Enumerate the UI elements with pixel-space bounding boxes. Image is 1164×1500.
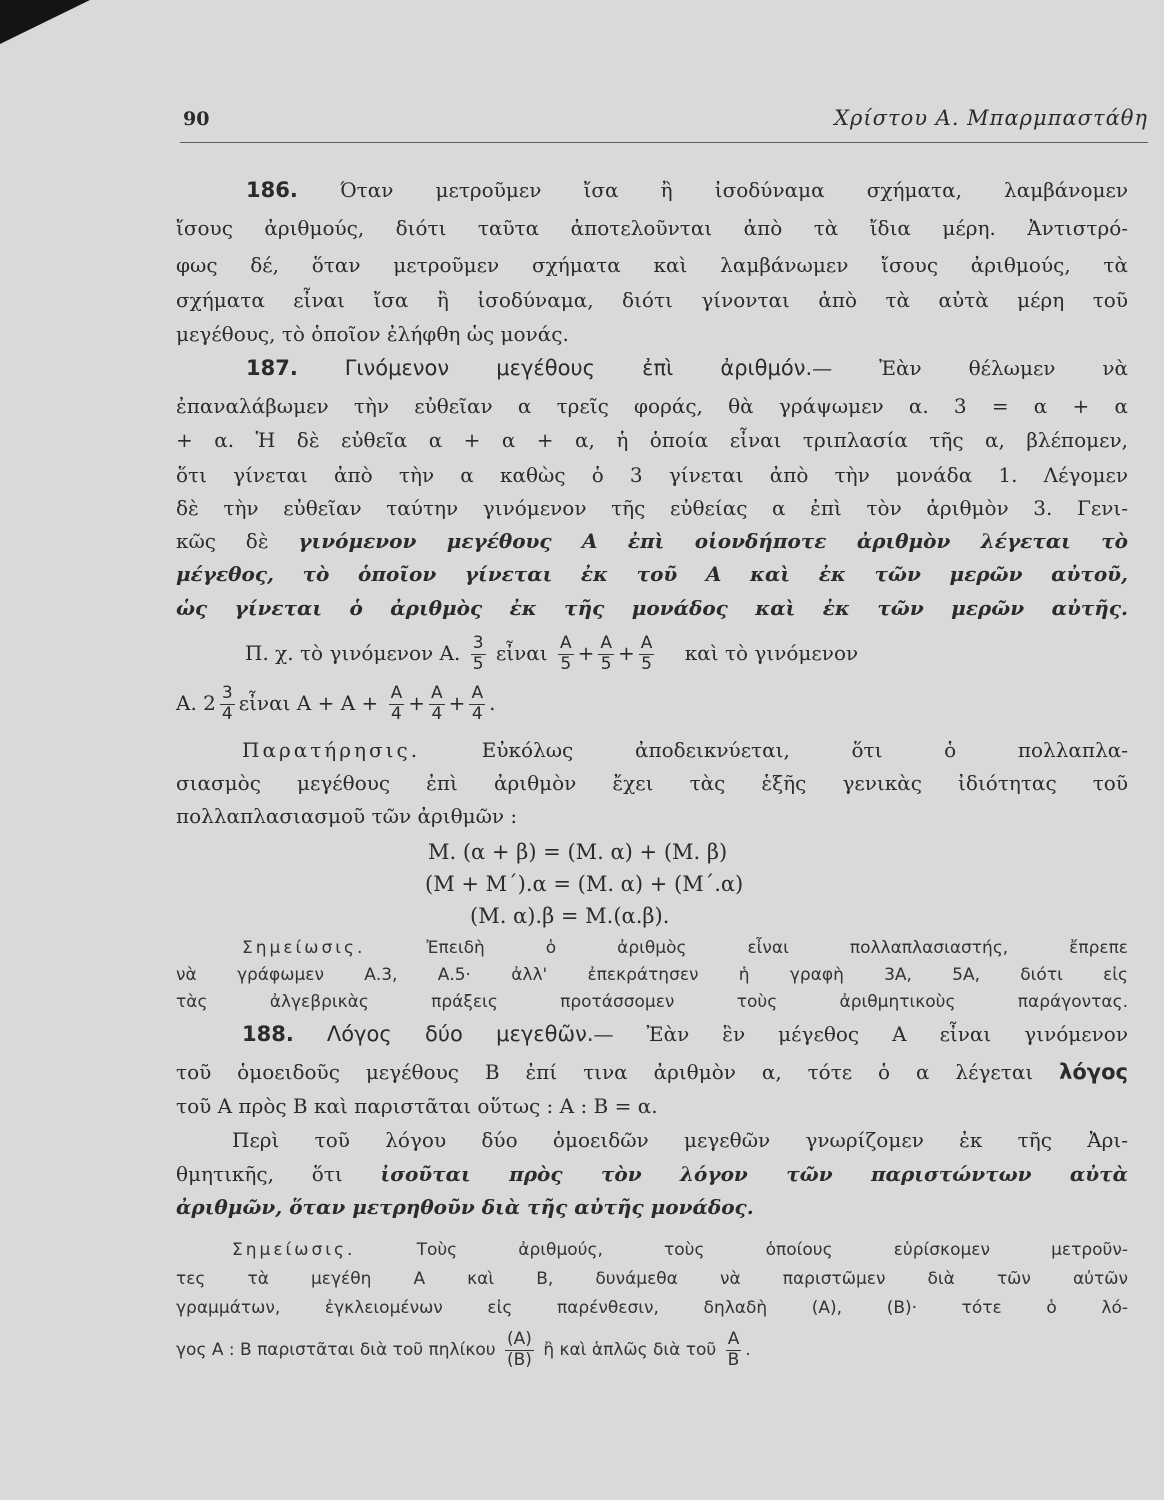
p186-line-4: σχήματα εἶναι ἴσα ἢ ἰσοδύναμα, διότι γίνονται ἀπὸ τὰ αὐτὰ μέρη τοῦ xyxy=(176,288,1128,312)
remark-text: Εὐκόλως ἀποδεικνύεται, ὅτι ὁ πολλαπλα- xyxy=(481,738,1129,762)
period: . xyxy=(745,1340,751,1360)
fraction-A-over-B xyxy=(726,1330,742,1370)
note2-l4-text-b: ἢ καὶ ἁπλῶς διὰ τοῦ xyxy=(543,1340,717,1360)
definition-product-3: ὡς γίνεται ὁ ἀριθμὸς ἐκ τῆς μονάδος καὶ ἐκ τῶν μερῶν αὐτῆς. xyxy=(176,596,1128,620)
frac-den: 5 xyxy=(600,654,612,674)
page-header xyxy=(180,102,1148,143)
p188-l5-text: θμητικῆς, ὅτι xyxy=(176,1162,343,1186)
note2-label: Σημείωσις. xyxy=(232,1240,356,1260)
frac-den: 5 xyxy=(472,654,484,674)
equation-distributive-2: (Μ + Μ΄).α = (Μ. α) + (Μ΄.α) xyxy=(425,872,744,896)
p186-text: Όταν μετροῦμεν ἴσα ἢ ἰσοδύναμα σχήματα, λαμβάνομεν xyxy=(339,178,1129,202)
fraction-a-4 xyxy=(429,684,445,724)
p188-line-1 xyxy=(176,1024,1128,1045)
p188-l2-text: τοῦ ὁμοειδοῦς μεγέθους Β ἐπί τινα ἀριθμὸν α, τότε ὁ α λέγεται xyxy=(176,1060,1034,1084)
ratio-property-2: ἀριθμῶν, ὅταν μετρηθοῦν διὰ τῆς αὐτῆς μονάδος. xyxy=(176,1195,754,1219)
fraction-3-4 xyxy=(220,684,235,724)
p187-line-5: δὲ τὴν εὐθεῖαν ταύτην γινόμενον τῆς εὐθείας α ἐπὶ τὸν ἀριθμὸν 3. Γενι- xyxy=(176,496,1128,520)
fraction-a-4 xyxy=(389,684,405,724)
remark-line-1 xyxy=(176,740,1128,760)
plus-sign: + xyxy=(618,641,635,665)
note1-line-2: νὰ γράφωμεν Α.3, Α.5· ἀλλ' ἐπεκράτησεν ἡ γραφὴ 3Α, 5Α, διότι εἰς xyxy=(176,965,1128,985)
note1-label: Σημείωσις. xyxy=(242,938,366,958)
frac-num: Α xyxy=(559,633,572,654)
remark-line-2: σιασμὸς μεγέθους ἐπὶ ἀριθμὸν ἔχει τὰς ἑξῆς γενικὰς ἰδιότητας τοῦ xyxy=(176,771,1128,795)
equation-associative: (Μ. α).β = Μ.(α.β). xyxy=(470,904,670,928)
frac-den: 4 xyxy=(221,704,233,724)
frac-den: 4 xyxy=(431,704,443,724)
frac-num: Α xyxy=(471,683,484,704)
ratio-property-1: ἰσοῦται πρὸς τὸν λόγον τῶν παριστώντων αὐτὰ xyxy=(380,1162,1128,1186)
p188-line-5 xyxy=(176,1164,1128,1184)
note2-line-2: τες τὰ μεγέθη Α καὶ Β, δυνάμεθα νὰ παριστῶμεν διὰ τῶν αὐτῶν xyxy=(176,1269,1128,1289)
example-line-1 xyxy=(245,626,1131,680)
frac-num: 3 xyxy=(472,633,484,654)
frac-num: Α xyxy=(640,633,653,654)
frac-num: Α xyxy=(390,683,403,704)
page-number: 90 xyxy=(183,108,210,130)
frac-den: (Β) xyxy=(507,1349,532,1370)
p187-line-6 xyxy=(176,531,1128,551)
p187-line-4: ὅτι γίνεται ἀπὸ τὴν α καθὼς ὁ 3 γίνεται ἀπὸ τὴν μονάδα 1. Λέγομεν xyxy=(176,463,1128,487)
definition-product-1: γινόμενον μεγέθους Α ἐπὶ οἱονδήποτε ἀριθμὸν λέγεται τὸ xyxy=(298,529,1129,553)
fraction-a-5 xyxy=(558,634,574,674)
frac-num: Α xyxy=(431,683,443,704)
p187-line-1 xyxy=(176,358,1128,379)
p187-line-3: + α. Ἡ δὲ εὐθεῖα α + α + α, ἡ ὁποία εἶναι τριπλασία τῆς α, βλέπομεν, xyxy=(176,428,1128,452)
note2-line-4 xyxy=(176,1322,1128,1378)
remark-line-3: πολλαπλασιασμοῦ τῶν ἀριθμῶν : xyxy=(176,804,518,828)
plus-sign: + xyxy=(448,691,466,715)
term-ratio: λόγος xyxy=(1059,1060,1128,1084)
frac-num: Α xyxy=(600,633,612,654)
frac-den: 5 xyxy=(560,654,572,674)
example-line-2 xyxy=(176,676,1128,730)
p186-line-1 xyxy=(176,180,1128,201)
example-text-e: εἶναι Α + Α + xyxy=(238,691,379,715)
note2-l4-text: γος Α : Β παριστᾶται διὰ τοῦ πηλίκου xyxy=(176,1340,496,1360)
example-text-c: καὶ τὸ γινόμενον xyxy=(684,641,859,665)
section-title-187: Γινόμενον μεγέθους ἐπὶ ἀριθμόν. xyxy=(344,356,813,380)
p188-line-2 xyxy=(176,1062,1128,1083)
p188-line-4: Περὶ τοῦ λόγου δύο ὁμοειδῶν μεγεθῶν γνωρίζομεν ἐκ τῆς Ἀρι- xyxy=(232,1128,1128,1152)
period: . xyxy=(489,691,496,715)
p188-line-3: τοῦ Α πρὸς Β καὶ παριστᾶται οὕτως : Α : Β = α. xyxy=(176,1094,658,1118)
section-number-187: 187. xyxy=(246,356,298,380)
example-text-d: Α. 2 xyxy=(176,691,216,715)
p186-line-5: μεγέθους, τὸ ὁποῖον ἐλήφθη ὡς μονάς. xyxy=(176,322,569,346)
note1-line-3: τὰς ἀλγεβρικὰς πράξεις προτάσσομεν τοὺς ἀριθμητικοὺς παράγοντας. xyxy=(176,992,1128,1012)
note2-line-3: γραμμάτων, ἐγκλειομένων εἰς παρένθεσιν, δηλαδὴ (Α), (Β)· τότε ὁ λό- xyxy=(176,1298,1128,1318)
fraction-A-over-B-paren xyxy=(505,1330,534,1370)
p187-l6-start: κῶς δὲ xyxy=(176,529,269,553)
example-text-a: Π. χ. τὸ γινόμενον Α. xyxy=(245,641,461,665)
plus-sign: + xyxy=(408,691,426,715)
note1-line-1 xyxy=(176,940,1128,957)
frac-den: 5 xyxy=(641,654,652,674)
equation-distributive-1: Μ. (α + β) = (Μ. α) + (Μ. β) xyxy=(428,840,728,864)
example-text-b: εἶναι xyxy=(495,641,548,665)
section-title-188: Λόγος δύο μεγεθῶν. xyxy=(326,1022,594,1046)
note1-text: Ἐπειδὴ ὁ ἀριθμὸς εἶναι πολλαπλασιαστής, ἔπρεπε xyxy=(426,938,1128,958)
frac-num: 3 xyxy=(221,683,233,704)
note2-text: Τοὺς ἀριθμούς, τοὺς ὁποίους εὑρίσκομεν μετροῦν- xyxy=(416,1240,1129,1260)
p187-text: — Ἐὰν θέλωμεν νὰ xyxy=(812,356,1128,380)
frac-num: Α xyxy=(726,1330,742,1351)
frac-num: (Α) xyxy=(505,1330,534,1351)
frac-den: Β xyxy=(727,1349,740,1370)
definition-product-2: μέγεθος, τὸ ὁποῖον γίνεται ἐκ τοῦ Α καὶ ἐκ τῶν μερῶν αὐτοῦ, xyxy=(176,562,1128,586)
frac-den: 4 xyxy=(471,704,483,724)
fraction-3-5 xyxy=(471,634,486,674)
p186-line-2: ἴσους ἀριθμούς, διότι ταῦτα ἀποτελοῦνται ἀπὸ τὰ ἴδια μέρη. Ἀντιστρό- xyxy=(176,216,1128,240)
fraction-a-5 xyxy=(598,634,614,674)
p186-line-3: φως δέ, ὅταν μετροῦμεν σχήματα καὶ λαμβάνωμεν ἴσους ἀριθμούς, τὰ xyxy=(176,253,1128,277)
running-head: Χρίστου Α. Μπαρμπαστάθη xyxy=(834,106,1148,130)
remark-label: Παρατήρησις. xyxy=(242,738,421,762)
section-number-186: 186. xyxy=(246,178,298,202)
section-number-188: 188. xyxy=(242,1022,294,1046)
frac-den: 4 xyxy=(391,704,402,724)
note2-line-1 xyxy=(176,1242,1128,1259)
plus-sign: + xyxy=(577,641,595,665)
p188-text: — Ἐὰν ἓν μέγεθος Α εἶναι γινόμενον xyxy=(593,1022,1128,1046)
p187-line-2: ἐπαναλάβωμεν τὴν εὐθεῖαν α τρεῖς φοράς, θὰ γράψωμεν α. 3 = α + α xyxy=(176,394,1128,418)
fraction-a-4 xyxy=(469,684,485,724)
fraction-a-5 xyxy=(639,634,655,674)
